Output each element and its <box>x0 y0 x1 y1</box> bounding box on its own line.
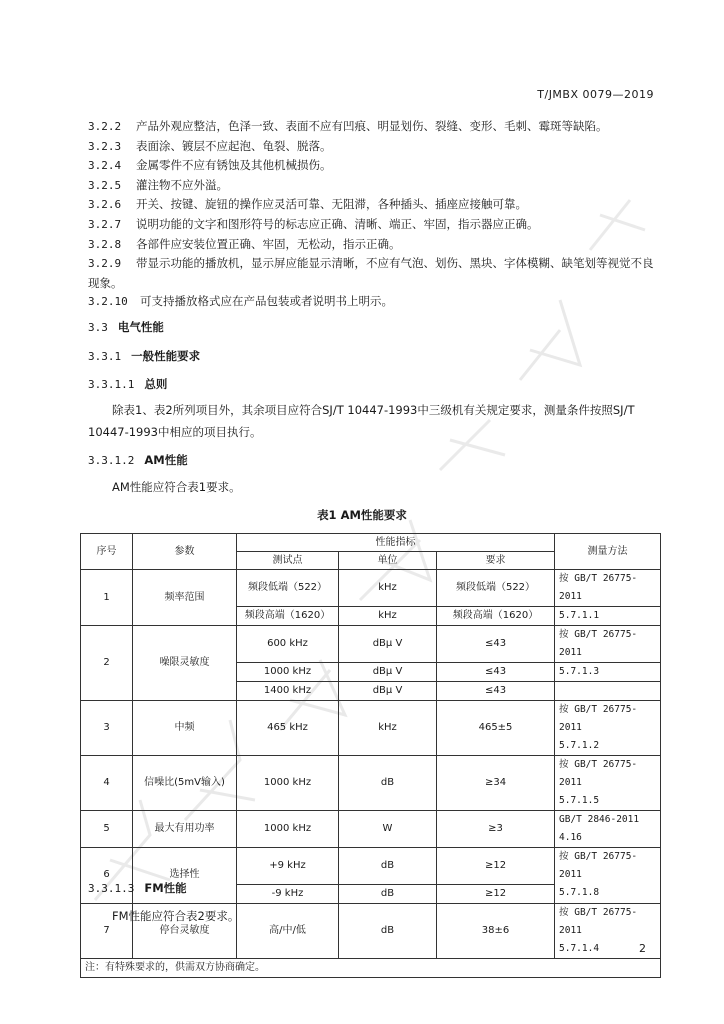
clause-list <box>88 117 658 312</box>
col-header-method: 测量方法 <box>555 534 661 570</box>
table-row: 1 频率范围 频段低端（522） kHz 频段低端（522） 按 GB/T 26775-2011 <box>81 570 661 607</box>
heading-3-3: 3.3 电气性能 <box>88 320 164 334</box>
table-row: 7 停台灵敏度 高/中/低 dB 38±6 按 GB/T 26775-2011 <box>81 903 661 940</box>
col-header-unit: 单位 <box>339 552 437 570</box>
table-row: 5 最大有用功率 1000 kHz W ≥3 GB/T 2846-2011 4.16 <box>81 811 661 848</box>
col-header-test-point: 测试点 <box>237 552 339 570</box>
col-header-param: 参数 <box>133 534 237 570</box>
table-row: 3 中频 465 kHz kHz 465±5 按 GB/T 26775-2011 <box>81 701 661 738</box>
heading-3-3-1-2: 3.3.1.2 AM性能 <box>88 453 188 467</box>
table-note-row <box>81 958 661 977</box>
table-row: -9 kHz dB ≥12 5.7.1.8 <box>81 884 661 903</box>
col-header-no: 序号 <box>81 534 133 570</box>
heading-3-3-1-3: 3.3.1.3 FM性能 <box>88 881 187 895</box>
general-paragraph: 除表1、表2所列项目外，其余项目应符合SJ/T 10447-1993中三级机有关规定要求，测量条件按照SJ/T 10447-1993中相应的项目执行。 <box>88 403 635 439</box>
clause-3-2-8: 3.2.8 各部件应安装位置正确、牢固，无松动，指示正确。 <box>88 236 401 251</box>
table-row: 5.7.1.4 <box>81 940 661 959</box>
heading-3-3-1-1: 3.3.1.1 总则 <box>88 377 168 391</box>
table-row: 1400 kHz dBμ V ≤43 <box>81 682 661 701</box>
clause-3-2-2: 3.2.2 产品外观应整洁，色泽一致、表面不应有凹痕、明显划伤、裂缝、变形、毛刺、霉斑等缺陷。 <box>88 119 608 133</box>
document-code: T/JMBX 0079—2019 <box>537 88 654 101</box>
clause-3-2-7: 3.2.7 说明功能的文字和图形符号的标志应正确、清晰、端正、牢固，指示器应正确。 <box>88 216 539 231</box>
clause-3-2-3: 3.2.3 表面涂、镀层不应起泡、龟裂、脱落。 <box>88 138 332 153</box>
clause-3-2-10: 3.2.10 可支持播放格式应在产品包装或者说明书上明示。 <box>88 294 393 309</box>
col-header-req: 要求 <box>437 552 555 570</box>
clause-3-2-4: 3.2.4 金属零件不应有锈蚀及其他机械损伤。 <box>88 158 332 173</box>
heading-3-3-1: 3.3.1 一般性能要求 <box>88 349 201 363</box>
table-row: 5.7.1.2 <box>81 737 661 756</box>
table-note: 注：有特殊要求的，供需双方协商确定。 <box>81 958 661 977</box>
clause-3-2-9: 3.2.9 带显示功能的播放机，显示屏应能显示清晰，不应有气泡、划伤、黑块、字体模糊、缺笔划等视觉不良现象。 <box>88 256 654 290</box>
table1-caption: 表1 AM性能要求 <box>317 508 407 522</box>
clause-3-2-6: 3.2.6 开关、按键、旋钮的操作应灵活可靠、无阻滞，各种插头、插座应接触可靠。 <box>88 197 527 212</box>
table-row: 1000 kHz dBμ V ≤43 5.7.1.3 <box>81 663 661 682</box>
table-row: 5.7.1.5 <box>81 792 661 811</box>
table-row: 频段高端（1620） kHz 频段高端（1620） 5.7.1.1 <box>81 607 661 626</box>
page-number: 2 <box>639 942 646 955</box>
col-header-spec: 性能指标 <box>237 534 555 552</box>
am-paragraph: AM性能应符合表1要求。 <box>112 480 241 494</box>
table-row: 4 信噪比(5mV输入) 1000 kHz dB ≥34 按 GB/T 26775-2011 <box>81 756 661 793</box>
fm-paragraph: FM性能应符合表2要求。 <box>112 909 240 923</box>
table-row: 2 噪限灵敏度 600 kHz dBμ V ≤43 按 GB/T 26775-2011 <box>81 626 661 663</box>
clause-3-2-5: 3.2.5 灌注物不应外溢。 <box>88 177 228 192</box>
table-row: 6 选择性 +9 kHz dB ≥12 按 GB/T 26775-2011 <box>81 848 661 885</box>
